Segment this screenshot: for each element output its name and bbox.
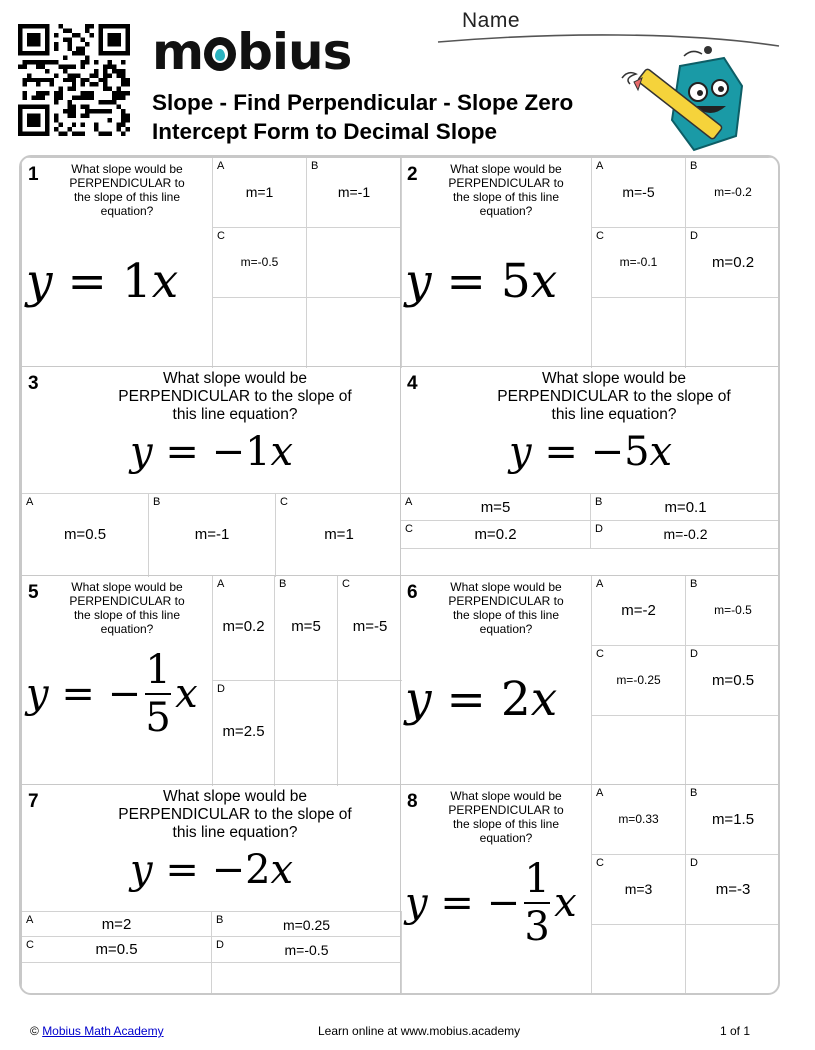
line-equation: y = 5 x [405,254,558,309]
empty-cell [338,681,402,786]
choice-b[interactable]: B m=0.25 [212,911,402,937]
empty-cell [307,228,402,298]
choice-c[interactable]: C m=0.2 [401,521,591,549]
choice-a[interactable]: A m=0.33 [591,785,686,855]
question-text: What slope would be PERPENDICULAR to the slope of this line equation? [448,162,564,218]
mobius-logo: m bius [152,23,352,81]
empty-cell [591,298,686,368]
question-text: What slope would be PERPENDICULAR to the slope of this line equation? [448,580,564,636]
choice-a[interactable]: A m=5 [401,493,591,521]
mascot-illustration [612,46,772,156]
problem-4 [400,366,780,576]
academy-link[interactable]: Mobius Math Academy [42,1024,164,1038]
worksheet-title: Slope - Find Perpendicular - Slope Zero Intercept Form to Decimal Slope [152,90,574,144]
choice-d[interactable]: D m=-3 [686,855,780,925]
empty-cell [22,963,212,995]
copyright-symbol: © [30,1024,39,1038]
problem-number: 5 [28,582,39,603]
choice-a[interactable]: A m=-5 [591,158,686,228]
problem-number: 2 [407,164,418,185]
footer-copyright [30,1024,164,1038]
problem-5 [21,575,401,785]
choice-d[interactable]: D m=-0.2 [591,521,780,549]
empty-cell [686,716,780,786]
problem-3 [21,366,401,576]
choice-b[interactable]: B m=-1 [149,493,276,577]
choice-a[interactable]: A m=0.2 [212,576,275,681]
choice-d[interactable]: D m=0.5 [686,646,780,716]
choice-b[interactable]: B m=-0.2 [686,158,780,228]
question-text: What slope would be PERPENDICULAR to the slope of this line equation? [448,789,564,845]
problem-6 [400,575,780,785]
problem-number: 1 [28,164,39,185]
question-text: What slope would be PERPENDICULAR to the slope of this line equation? [497,370,731,423]
choice-c[interactable]: C m=3 [591,855,686,925]
empty-cell [275,681,338,786]
question-text: What slope would be PERPENDICULAR to the slope of this line equation? [118,370,352,423]
line-equation: y = 2 x [405,672,558,727]
choice-c[interactable]: C m=-0.1 [591,228,686,298]
choice-c[interactable]: C m=-5 [338,576,402,681]
empty-cell [212,963,402,995]
line-equation: y = −2 x [130,847,294,893]
page-number: 1 of 1 [720,1024,751,1038]
line-equation: y = −5 x [509,429,673,475]
question-text: What slope would be PERPENDICULAR to the slope of this line equation? [69,162,185,218]
choice-a[interactable]: A m=0.5 [22,493,149,577]
empty-cell [591,925,686,995]
choice-a[interactable]: A m=-2 [591,576,686,646]
footer-learn-online: Learn online at www.mobius.academy [318,1024,521,1038]
choice-d[interactable]: D m=0.2 [686,228,780,298]
problem-2 [400,157,780,367]
problem-number: 3 [28,373,39,394]
line-equation: y = −1 x [130,429,294,475]
problem-sheet [19,155,780,995]
choice-b[interactable]: B m=-1 [307,158,402,228]
problem-number: 7 [28,791,39,812]
problem-number: 8 [407,791,418,812]
problem-number: 6 [407,582,418,603]
problem-8 [400,784,780,995]
problem-1 [21,157,401,367]
choice-c[interactable]: C m=0.5 [22,937,212,963]
choice-b[interactable]: B m=-0.5 [686,576,780,646]
empty-cell [307,298,402,368]
choice-c[interactable]: C m=1 [276,493,402,577]
empty-cell [212,298,307,368]
choice-c[interactable]: C m=-0.25 [591,646,686,716]
line-equation: y = − $\frac{1}{5}$ x [26,647,198,741]
choice-b[interactable]: B m=5 [275,576,338,681]
qr-code [18,24,130,136]
line-equation: y = 1 x [26,254,179,309]
choice-d[interactable]: D m=-0.5 [212,937,402,963]
choice-b[interactable]: B m=1.5 [686,785,780,855]
choice-a[interactable]: A m=2 [22,911,212,937]
choice-c[interactable]: C m=-0.5 [212,228,307,298]
problem-number: 4 [407,373,418,394]
empty-cell [591,716,686,786]
name-label: Name [462,9,521,32]
empty-cell [686,925,780,995]
choice-b[interactable]: B m=0.1 [591,493,780,521]
problem-7 [21,784,401,995]
question-text: What slope would be PERPENDICULAR to the slope of this line equation? [69,580,185,636]
choice-d[interactable]: D m=2.5 [212,681,275,786]
empty-cell [686,298,780,368]
line-equation: y = − $\frac{1}{3}$ x [405,856,577,950]
choice-a[interactable]: A m=1 [212,158,307,228]
question-text: What slope would be PERPENDICULAR to the slope of this line equation? [118,788,352,841]
